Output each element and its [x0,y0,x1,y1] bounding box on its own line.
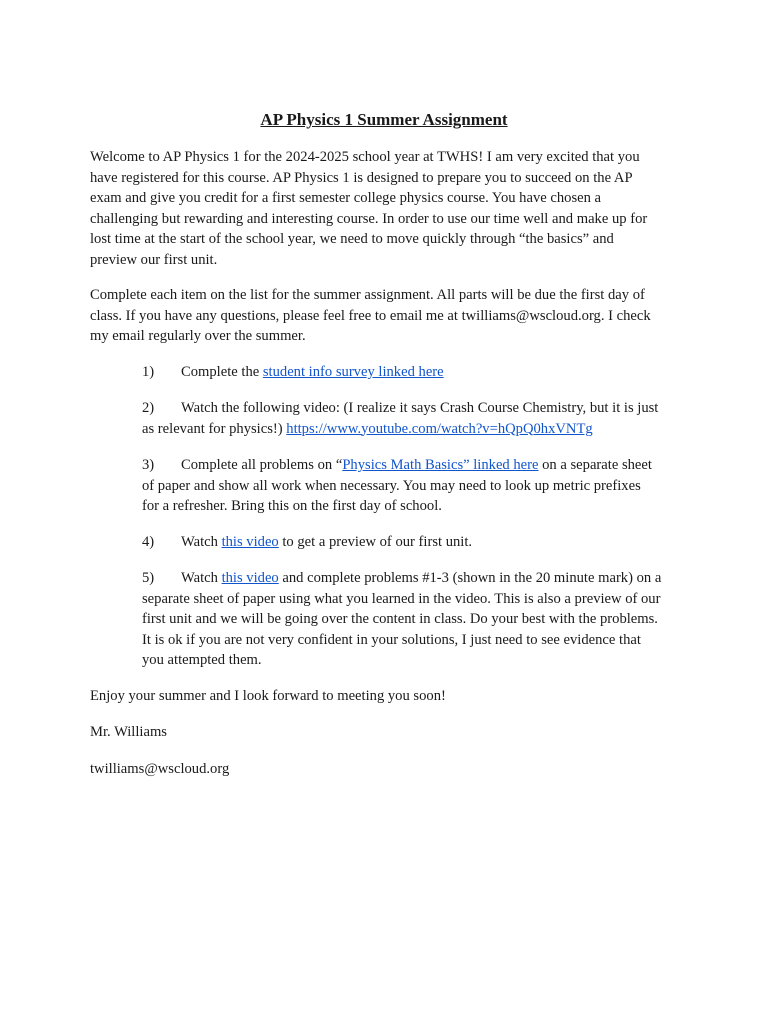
instructions-paragraph [90,285,690,347]
intro-line: challenging but rewarding and interesting course. In order to use our time well and make up for [90,210,648,227]
item-text: of paper and show all work when necessary. You may need to look up metric prefixes [142,477,641,494]
signature-name: Mr. Williams [90,724,167,740]
instructions-line: my email regularly over the summer. [90,328,306,344]
item-text: separate sheet of paper using what you learned in the video. This is also a preview of our [142,590,661,607]
item-text: as relevant for physics!) [142,420,287,437]
item-number: 3) [142,457,155,473]
item-text: you attempted them. [142,652,262,668]
item-text: for a refresher. Bring this on the first day of school. [142,498,442,514]
problems-video-link[interactable]: this video [221,570,279,586]
assignment-item-1 [142,362,687,383]
youtube-video-link[interactable]: https://www.youtube.com/watch?v=hQpQ0hxVNTg [286,420,593,437]
item-text: and complete problems #1-3 (shown in the 20 minute mark) on a [278,570,662,586]
item-text: Watch the following video: (I realize it says Crash Course Chemistry, but it is just [181,400,659,416]
item-number: 4) [142,534,155,550]
item-text: Watch [181,534,222,550]
student-info-survey-link[interactable]: student info survey linked here [262,364,444,380]
assignment-item-4 [142,532,687,553]
item-text: Complete the [181,364,263,380]
assignment-item-2 [142,398,687,439]
item-text: Complete all problems on “ [181,457,343,473]
preview-video-link[interactable]: this video [221,534,279,550]
item-text: on a separate sheet [538,457,652,473]
assignment-item-5 [142,568,687,671]
instructions-line: Complete each item on the list for the summer assignment. All parts will be due the first day of [90,287,645,303]
intro-paragraph [90,147,690,270]
item-text: first unit and we will be going over the content in class. Do your best with the problems. [142,611,658,627]
closing-line: Enjoy your summer and I look forward to meeting you soon! [90,688,446,704]
intro-line: Welcome to AP Physics 1 for the 2024-2025 school year at TWHS! I am very excited that you [90,149,640,165]
item-number: 5) [142,570,155,586]
assignment-item-3 [142,455,687,517]
intro-line: lost time at the start of the school year, we need to move quickly through “the basics” and [90,231,614,247]
intro-line: exam and give you credit for a first semester college physics course. You have chosen a [90,190,602,206]
item-number: 1) [142,364,155,380]
page-title: AP Physics 1 Summer Assignment [260,110,508,129]
item-text: Watch [181,570,222,586]
instructions-line: class. If you have any questions, please feel free to email me at twilliams@wscloud.org. I check [90,307,651,324]
item-text: It is ok if you are not very confident in your solutions, I just need to see evidence that [142,631,641,648]
intro-line: preview our first unit. [90,251,218,268]
item-number: 2) [142,400,155,416]
item-text: to get a preview of our first unit. [278,534,473,550]
intro-line: have registered for this course. AP Physics 1 is designed to prepare you to succeed on the AP [90,169,633,186]
physics-math-basics-link[interactable]: Physics Math Basics” linked here [342,457,539,473]
signature-email: twilliams@wscloud.org [90,761,230,777]
